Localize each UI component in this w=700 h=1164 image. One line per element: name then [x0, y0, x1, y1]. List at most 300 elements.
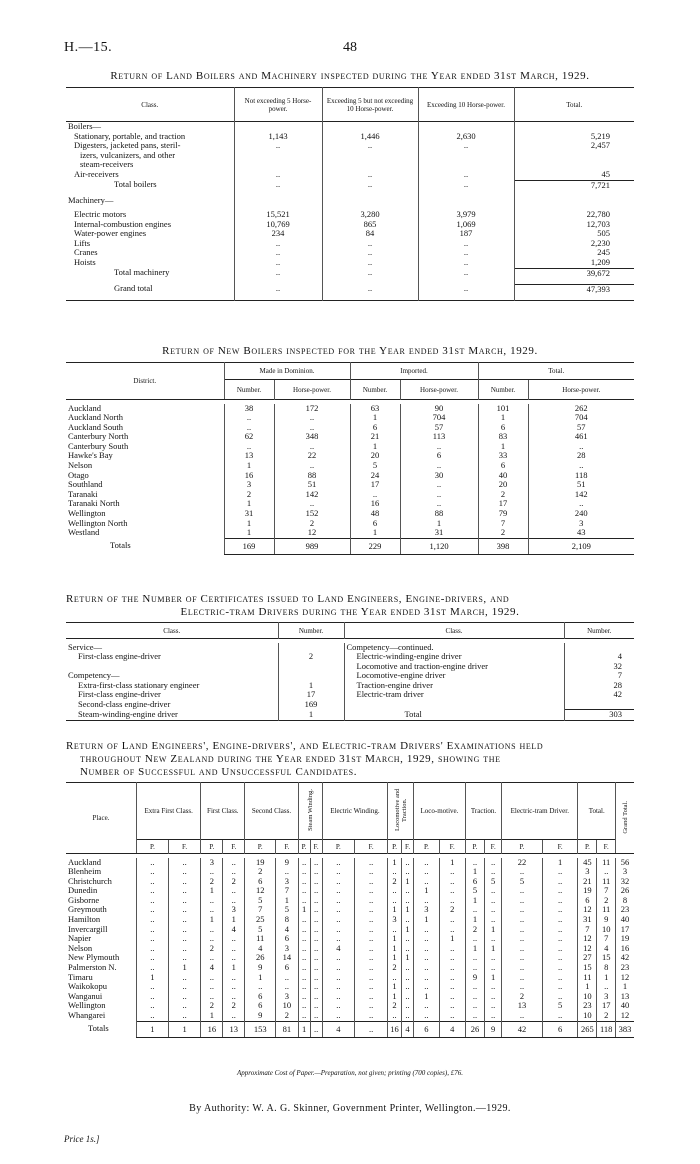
- district-name: Wellington North: [68, 517, 128, 528]
- value-cell: ..: [465, 858, 484, 868]
- value-cell: 1: [401, 905, 413, 915]
- value-cell: ..: [439, 944, 465, 954]
- value-cell: ..: [401, 1001, 413, 1011]
- value-cell: ..: [322, 915, 354, 925]
- place-name: Auckland: [68, 856, 102, 867]
- number-cell: [564, 700, 634, 710]
- value-cell: ..: [528, 499, 634, 509]
- value-cell: ..: [439, 896, 465, 906]
- table-row: [66, 461, 634, 471]
- table-row: [66, 239, 634, 249]
- value-cell: ..: [234, 284, 322, 300]
- value-cell: 5: [245, 896, 276, 906]
- value-cell: ..: [418, 258, 514, 268]
- table4-title-line2: throughout New Zealand during the Year ended 31st March, 1929, showing the: [80, 753, 501, 765]
- value-cell: ..: [298, 915, 310, 925]
- value-cell: ..: [439, 973, 465, 983]
- number-cell: 1: [278, 710, 344, 721]
- value-cell: ..: [234, 268, 322, 284]
- value-cell: ..: [414, 1001, 440, 1011]
- value-cell: 142: [528, 490, 634, 500]
- pf-header: F.: [542, 840, 578, 854]
- value-cell: 101: [478, 404, 528, 414]
- value-cell: ..: [223, 934, 245, 944]
- row-label: Air-receivers: [74, 168, 119, 179]
- value-cell: ..: [310, 934, 322, 944]
- value-cell: 1: [485, 944, 502, 954]
- value-cell: 1: [542, 858, 578, 868]
- value-cell: ..: [234, 258, 322, 268]
- value-cell: ..: [542, 896, 578, 906]
- value-cell: 234: [234, 229, 322, 239]
- total-cell: [514, 151, 634, 161]
- value-cell: ..: [439, 953, 465, 963]
- value-cell: 169: [224, 538, 274, 554]
- pf-header: P.: [137, 840, 169, 854]
- value-cell: ..: [298, 934, 310, 944]
- pf-header: F.: [355, 840, 388, 854]
- value-cell: 1: [276, 896, 299, 906]
- value-cell: 16: [388, 1021, 402, 1037]
- value-cell: ..: [223, 896, 245, 906]
- value-cell: ..: [168, 896, 201, 906]
- value-cell: ..: [137, 934, 169, 944]
- value-cell: 90: [400, 404, 478, 414]
- value-cell: ..: [388, 886, 402, 896]
- t2-sub-hp: Horse-power.: [274, 380, 350, 400]
- value-cell: ..: [465, 992, 484, 1002]
- value-cell: 22: [502, 858, 543, 868]
- place-name: Christchurch: [68, 875, 112, 886]
- table3-title-line2: Electric-tram Drivers during the Year ended 31st March, 1929.: [180, 606, 520, 618]
- value-cell: ..: [400, 461, 478, 471]
- value-cell: ..: [542, 953, 578, 963]
- value-cell: 118: [528, 471, 634, 481]
- value-cell: ..: [310, 915, 322, 925]
- value-cell: 16: [201, 1021, 223, 1037]
- table-row: [66, 151, 634, 161]
- class-label: Service—: [68, 641, 102, 652]
- value-cell: ..: [355, 858, 388, 868]
- value-cell: 113: [400, 432, 478, 442]
- value-cell: ..: [322, 973, 354, 983]
- row-label: Total machinery: [114, 267, 170, 278]
- value-cell: ..: [223, 1011, 245, 1021]
- value-cell: ..: [502, 886, 543, 896]
- value-cell: ..: [502, 973, 543, 983]
- value-cell: ..: [168, 1001, 201, 1011]
- row-label: Lifts: [74, 237, 91, 248]
- value-cell: ..: [310, 925, 322, 935]
- value-cell: 17: [478, 499, 528, 509]
- table-row: [66, 229, 634, 239]
- total-cell: [514, 122, 634, 132]
- value-cell: ..: [597, 982, 616, 992]
- value-cell: ..: [322, 963, 354, 973]
- value-cell: 1: [350, 442, 400, 452]
- value-cell: ..: [401, 934, 413, 944]
- value-cell: 1,120: [400, 538, 478, 554]
- value-cell: [234, 151, 322, 161]
- value-cell: 17: [350, 480, 400, 490]
- value-cell: ..: [355, 905, 388, 915]
- value-cell: 13: [224, 451, 274, 461]
- value-cell: ..: [234, 141, 322, 151]
- value-cell: 4: [597, 944, 616, 954]
- value-cell: ..: [502, 905, 543, 915]
- place-name: Nelson: [68, 942, 93, 953]
- value-cell: 1: [224, 499, 274, 509]
- row-label: izers, vulcanizers, and other: [80, 149, 176, 160]
- value-cell: ..: [439, 1001, 465, 1011]
- t4-col-place: Place.: [66, 783, 137, 854]
- value-cell: 6: [276, 934, 299, 944]
- value-cell: ..: [485, 953, 502, 963]
- value-cell: 1: [465, 944, 484, 954]
- value-cell: 3,979: [418, 210, 514, 220]
- value-cell: ..: [137, 877, 169, 887]
- value-cell: 1: [485, 973, 502, 983]
- number-cell: 1: [278, 681, 344, 691]
- value-cell: 1: [414, 886, 440, 896]
- value-cell: 989: [274, 538, 350, 554]
- value-cell: ..: [201, 867, 223, 877]
- pf-header: P.: [388, 840, 402, 854]
- value-cell: ..: [502, 963, 543, 973]
- value-cell: ..: [485, 858, 502, 868]
- value-cell: [322, 151, 418, 161]
- value-cell: ..: [485, 963, 502, 973]
- value-cell: 31: [224, 509, 274, 519]
- value-cell: 2: [223, 1001, 245, 1011]
- value-cell: ..: [502, 867, 543, 877]
- value-cell: ..: [528, 461, 634, 471]
- t2-group-imported: Imported.: [350, 363, 478, 380]
- value-cell: ..: [310, 877, 322, 887]
- value-cell: ..: [322, 239, 418, 249]
- value-cell: 9: [485, 1021, 502, 1037]
- t4-group: Traction.: [465, 783, 501, 840]
- value-cell: ..: [418, 284, 514, 300]
- district-name: Westland: [68, 527, 100, 538]
- total-cell: 5,219: [514, 132, 634, 142]
- value-cell: 81: [276, 1021, 299, 1037]
- value-cell: 7: [597, 934, 616, 944]
- document-reference: H.—15.: [64, 40, 113, 55]
- row-label: Total boilers: [114, 179, 157, 190]
- value-cell: ..: [234, 180, 322, 196]
- value-cell: 1: [201, 1011, 223, 1021]
- value-cell: ..: [401, 973, 413, 983]
- pf-header: F.: [401, 840, 413, 854]
- value-cell: ..: [502, 934, 543, 944]
- value-cell: ..: [137, 915, 169, 925]
- table-row: [66, 160, 634, 170]
- value-cell: ..: [310, 982, 322, 992]
- t4-grand-label: Grand Total.: [621, 800, 629, 834]
- table-row: [66, 268, 634, 284]
- place-name: Timaru: [68, 971, 93, 982]
- value-cell: 2: [274, 519, 350, 529]
- value-cell: 6: [478, 423, 528, 433]
- value-cell: ..: [223, 944, 245, 954]
- value-cell: 1: [168, 963, 201, 973]
- value-cell: 26: [465, 1021, 484, 1037]
- t2-sub-hp: Horse-power.: [400, 380, 478, 400]
- table3-title-line1: Return of the Number of Certificates issued to Land Engineers, Engine-drivers, and: [66, 593, 510, 605]
- place-name: Wellington: [68, 1000, 106, 1011]
- place-name: Waikokopu: [68, 981, 107, 992]
- value-cell: 6: [414, 1021, 440, 1037]
- value-cell: ..: [298, 982, 310, 992]
- value-cell: 16: [350, 499, 400, 509]
- value-cell: 348: [274, 432, 350, 442]
- value-cell: ..: [322, 867, 354, 877]
- table-row: [66, 180, 634, 196]
- row-label: Cranes: [74, 247, 98, 258]
- value-cell: ..: [137, 982, 169, 992]
- value-cell: ..: [355, 886, 388, 896]
- value-cell: ..: [137, 925, 169, 935]
- pf-header: P.: [502, 840, 543, 854]
- total-cell: 7,721: [514, 180, 634, 196]
- value-cell: 2: [439, 905, 465, 915]
- value-cell: 2: [224, 490, 274, 500]
- value-cell: ..: [418, 170, 514, 180]
- value-cell: ..: [355, 867, 388, 877]
- t4-group: First Class.: [201, 783, 245, 840]
- value-cell: ..: [137, 1001, 169, 1011]
- value-cell: 4: [322, 944, 354, 954]
- total-cell: 47,393: [514, 284, 634, 300]
- value-cell: 6: [276, 963, 299, 973]
- value-cell: 2: [388, 877, 402, 887]
- value-cell: ..: [310, 944, 322, 954]
- value-cell: ..: [355, 973, 388, 983]
- class-label: Electric-tram driver: [344, 690, 564, 700]
- value-cell: 2: [597, 1011, 616, 1021]
- value-cell: ..: [597, 867, 616, 877]
- table-row: [66, 248, 634, 258]
- value-cell: ..: [322, 934, 354, 944]
- value-cell: 3: [276, 944, 299, 954]
- value-cell: 2: [478, 490, 528, 500]
- total-cell: 22,780: [514, 210, 634, 220]
- value-cell: ..: [298, 953, 310, 963]
- value-cell: 12: [616, 973, 635, 983]
- pf-header: P.: [201, 840, 223, 854]
- value-cell: ..: [439, 915, 465, 925]
- value-cell: 11: [597, 858, 616, 868]
- value-cell: 118: [597, 1021, 616, 1037]
- value-cell: 8: [276, 915, 299, 925]
- district-name: Hawke's Bay: [68, 450, 113, 461]
- district-name: Otago: [68, 469, 89, 480]
- certificates-table: [66, 622, 634, 721]
- value-cell: 5: [276, 905, 299, 915]
- pf-header: P.: [298, 840, 310, 854]
- value-cell: ..: [322, 886, 354, 896]
- value-cell: ..: [168, 877, 201, 887]
- value-cell: 23: [616, 963, 635, 973]
- value-cell: 7: [478, 519, 528, 529]
- table-row: [66, 284, 634, 300]
- value-cell: ..: [168, 925, 201, 935]
- value-cell: 40: [616, 1001, 635, 1011]
- value-cell: ..: [137, 886, 169, 896]
- t1-col-total: Total.: [514, 88, 634, 122]
- value-cell: 3: [223, 905, 245, 915]
- value-cell: ..: [223, 982, 245, 992]
- value-cell: 3: [616, 867, 635, 877]
- value-cell: ..: [388, 925, 402, 935]
- value-cell: ..: [414, 896, 440, 906]
- value-cell: 7: [245, 905, 276, 915]
- value-cell: 22: [274, 451, 350, 461]
- value-cell: ..: [168, 992, 201, 1002]
- value-cell: ..: [355, 1001, 388, 1011]
- value-cell: 265: [578, 1021, 597, 1037]
- value-cell: ..: [502, 944, 543, 954]
- footnote: Approximate Cost of Paper.—Preparation, not given; printing (700 copies), £76.: [237, 1069, 463, 1077]
- value-cell: 79: [478, 509, 528, 519]
- value-cell: ..: [168, 944, 201, 954]
- total-cell: 39,672: [514, 268, 634, 284]
- value-cell: ..: [401, 982, 413, 992]
- value-cell: 1: [201, 886, 223, 896]
- value-cell: ..: [542, 1011, 578, 1021]
- value-cell: 240: [528, 509, 634, 519]
- value-cell: ..: [201, 934, 223, 944]
- value-cell: 6: [350, 519, 400, 529]
- t4-group-label: Locomotive and Traction.: [393, 788, 408, 832]
- value-cell: ..: [322, 992, 354, 1002]
- value-cell: 4: [223, 925, 245, 935]
- value-cell: ..: [274, 499, 350, 509]
- value-cell: 43: [528, 528, 634, 538]
- t4-group: Loco-motive.: [414, 783, 466, 840]
- total-cell: 45: [514, 170, 634, 180]
- number-cell: [278, 662, 344, 672]
- value-cell: 1: [137, 973, 169, 983]
- value-cell: 31: [400, 528, 478, 538]
- value-cell: ..: [355, 1011, 388, 1021]
- value-cell: 2: [276, 1011, 299, 1021]
- value-cell: 2: [465, 925, 484, 935]
- value-cell: ..: [414, 963, 440, 973]
- value-cell: 13: [616, 992, 635, 1002]
- value-cell: ..: [542, 867, 578, 877]
- value-cell: ..: [485, 992, 502, 1002]
- value-cell: ..: [201, 982, 223, 992]
- examinations-table: [66, 782, 634, 1038]
- table-row: [66, 423, 634, 433]
- total-cell: 2,230: [514, 239, 634, 249]
- table-row: [66, 442, 634, 452]
- value-cell: 9: [245, 1011, 276, 1021]
- value-cell: 51: [528, 480, 634, 490]
- value-cell: ..: [355, 953, 388, 963]
- value-cell: ..: [502, 915, 543, 925]
- value-cell: 1: [478, 413, 528, 423]
- value-cell: 10: [578, 1011, 597, 1021]
- table4-title-line1: Return of Land Engineers', Engine-drivers', and Electric-tram Drivers' Examinations held: [66, 740, 544, 752]
- value-cell: 15: [578, 963, 597, 973]
- value-cell: ..: [224, 442, 274, 452]
- value-cell: ..: [485, 915, 502, 925]
- value-cell: 5: [245, 925, 276, 935]
- value-cell: ..: [223, 953, 245, 963]
- value-cell: ..: [310, 896, 322, 906]
- table-row: [66, 432, 634, 442]
- number-cell: 4: [564, 652, 634, 662]
- t3-col-number: Number.: [278, 623, 344, 639]
- value-cell: 12: [578, 905, 597, 915]
- value-cell: 1: [137, 1021, 169, 1037]
- row-label: Digesters, jacketed pans, steril-: [74, 140, 181, 151]
- value-cell: 2: [388, 963, 402, 973]
- value-cell: 262: [528, 404, 634, 414]
- value-cell: ..: [322, 170, 418, 180]
- value-cell: 24: [350, 471, 400, 481]
- value-cell: ..: [439, 963, 465, 973]
- value-cell: ..: [223, 992, 245, 1002]
- value-cell: ..: [168, 905, 201, 915]
- value-cell: ..: [401, 858, 413, 868]
- class-label: Locomotive and traction-engine driver: [344, 662, 564, 672]
- value-cell: ..: [322, 896, 354, 906]
- value-cell: ..: [274, 423, 350, 433]
- value-cell: ..: [168, 1011, 201, 1021]
- value-cell: 1,143: [234, 132, 322, 142]
- value-cell: ..: [542, 944, 578, 954]
- value-cell: 1: [485, 925, 502, 935]
- value-cell: 7: [597, 886, 616, 896]
- value-cell: ..: [465, 963, 484, 973]
- value-cell: ..: [137, 896, 169, 906]
- value-cell: ..: [485, 982, 502, 992]
- value-cell: ..: [355, 982, 388, 992]
- class-label: Traction-engine driver: [344, 681, 564, 691]
- value-cell: ..: [201, 905, 223, 915]
- value-cell: ..: [485, 1001, 502, 1011]
- value-cell: 3: [414, 905, 440, 915]
- value-cell: ..: [355, 1021, 388, 1037]
- value-cell: 1: [350, 528, 400, 538]
- value-cell: ..: [388, 896, 402, 906]
- value-cell: 1: [465, 867, 484, 877]
- total-cell: 1,209: [514, 258, 634, 268]
- value-cell: ..: [201, 992, 223, 1002]
- value-cell: ..: [355, 934, 388, 944]
- table-row: [66, 471, 634, 481]
- value-cell: 20: [350, 451, 400, 461]
- value-cell: 2: [201, 944, 223, 954]
- value-cell: 45: [578, 858, 597, 868]
- value-cell: ..: [298, 925, 310, 935]
- value-cell: 1: [388, 905, 402, 915]
- class-label: Second-class engine-driver: [78, 699, 171, 710]
- value-cell: 1: [401, 925, 413, 935]
- value-cell: 1: [388, 858, 402, 868]
- row-label: Water-power engines: [74, 228, 147, 239]
- value-cell: ..: [137, 858, 169, 868]
- value-cell: 4: [276, 925, 299, 935]
- value-cell: 13: [223, 1021, 245, 1037]
- value-cell: ..: [234, 248, 322, 258]
- price: Price 1s.]: [64, 1134, 100, 1144]
- value-cell: 865: [322, 220, 418, 230]
